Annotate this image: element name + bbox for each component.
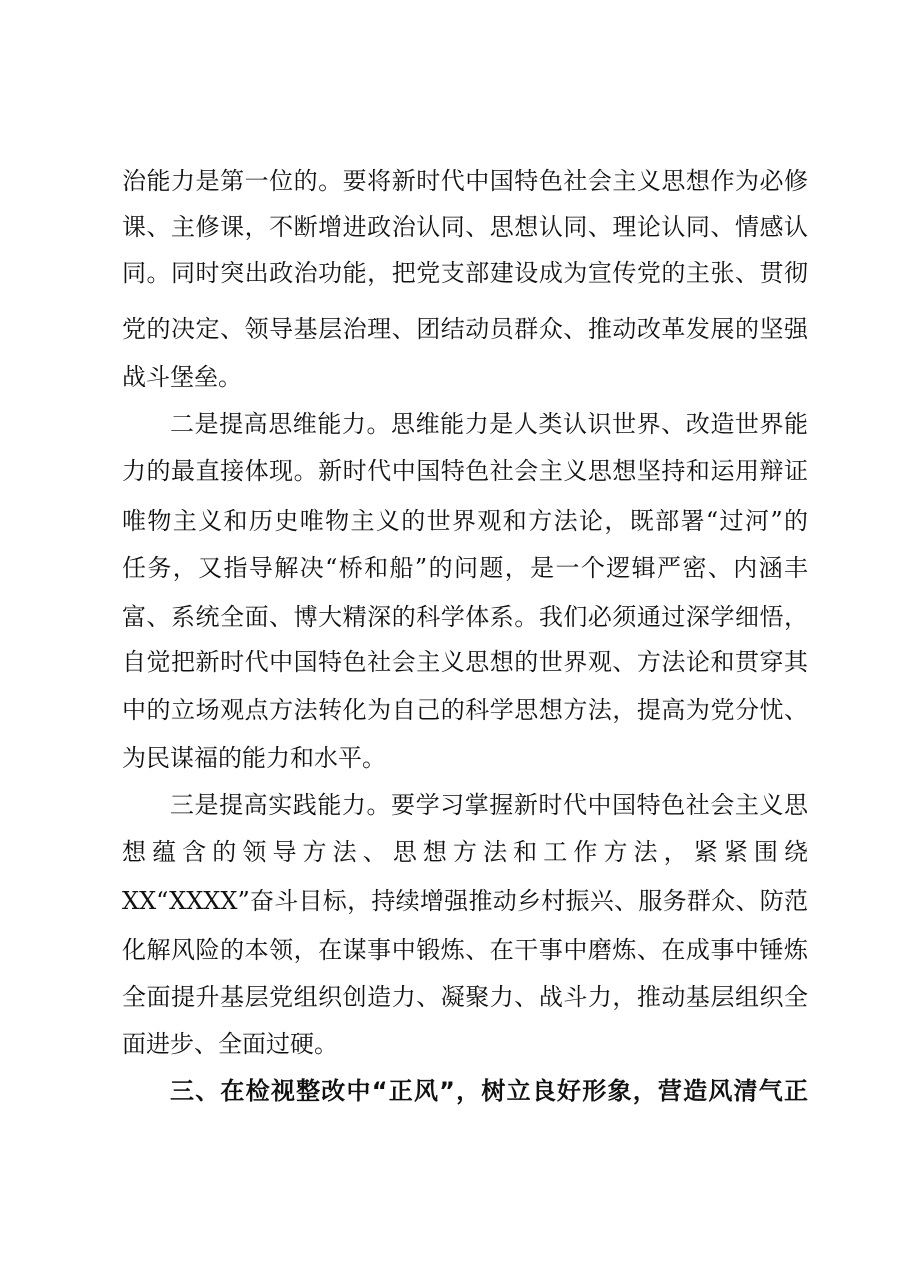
text-line: 全面提升基层党组织创造力、凝聚力、战斗力，推动基层组织全 bbox=[122, 983, 808, 1011]
text-line: 治能力是第一位的。要将新时代中国特色社会主义思想作为必修 bbox=[122, 167, 808, 195]
text-line: 党的决定、领导基层治理、团结动员群众、推动改革发展的坚强 bbox=[122, 315, 808, 343]
text-line: 战斗堡垒。 bbox=[122, 363, 242, 391]
text-line: 同。同时突出政治功能，把党支部建设成为宣传党的主张、贯彻 bbox=[122, 259, 808, 287]
text-line: 唯物主义和历史唯物主义的世界观和方法论，既部署“过河”的 bbox=[122, 507, 808, 535]
text-line: 课、主修课，不断增进政治认同、思想认同、理论认同、情感认 bbox=[122, 213, 808, 241]
text-line: 为民谋福的能力和水平。 bbox=[122, 744, 386, 772]
text-line: 化解风险的本领，在谋事中锻炼、在干事中磨炼、在成事中锤炼 bbox=[122, 936, 808, 964]
text-line: XX“XXXX”奋斗目标，持续增强推动乡村振兴、服务群众、防范 bbox=[122, 887, 808, 915]
text-line: 想蕴含的领导方法、思想方法和工作方法，紧紧围绕 bbox=[122, 838, 808, 866]
text-line: 力的最直接体现。新时代中国特色社会主义思想坚持和运用辩证 bbox=[122, 457, 808, 485]
text-line: 自觉把新时代中国特色社会主义思想的世界观、方法论和贯穿其 bbox=[122, 648, 808, 676]
text-line: 面进步、全面过硬。 bbox=[122, 1030, 338, 1058]
text-line: 三是提高实践能力。要学习掌握新时代中国特色社会主义思 bbox=[170, 791, 808, 819]
text-line: 二是提高思维能力。思维能力是人类认识世界、改造世界能 bbox=[170, 410, 808, 438]
text-line: 中的立场观点方法转化为自己的科学思想方法，提高为党分忧、 bbox=[122, 696, 808, 724]
text-line: 任务，又指导解决“桥和船”的问题，是一个逻辑严密、内涵丰 bbox=[122, 554, 808, 582]
section-heading: 三、在检视整改中“正风”，树立良好形象，营造风清气正 bbox=[170, 1077, 808, 1105]
text-line: 富、系统全面、博大精深的科学体系。我们必须通过深学细悟， bbox=[122, 603, 808, 631]
